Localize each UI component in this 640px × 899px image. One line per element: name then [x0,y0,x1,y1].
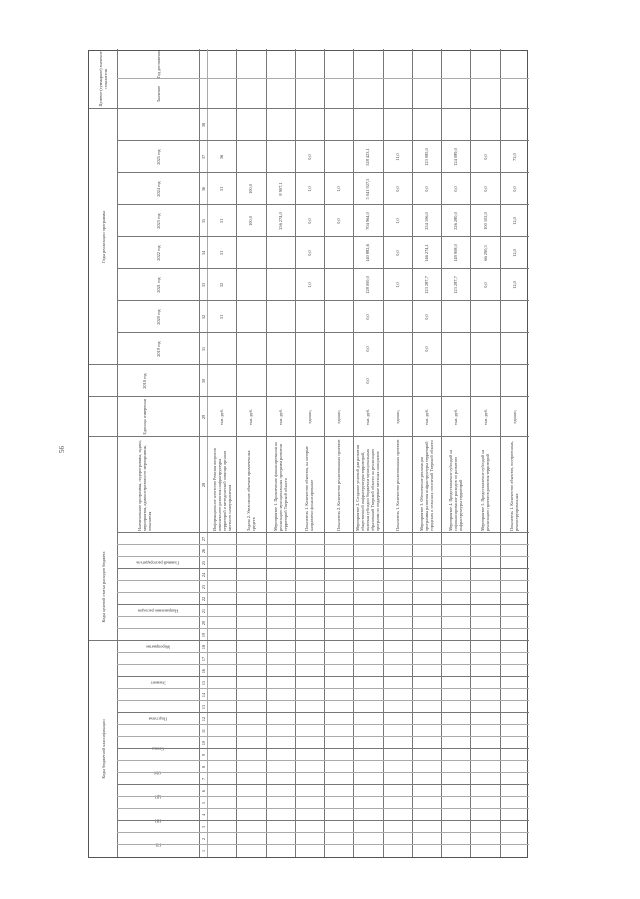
code-cell [365,845,371,857]
table-row-value [236,365,265,397]
table-row-value: 12,0 [511,281,517,289]
table-row-value: 0,0 [482,154,488,160]
table-row-final [412,79,441,109]
column-number: 16 [200,668,206,674]
grid-line [117,140,529,141]
column-number: 24 [200,572,206,578]
table-row-value [295,365,324,397]
column-number: 17 [200,656,206,662]
column-number: 7 [200,777,206,781]
header-code-label: ПП [154,818,162,824]
grid-line [117,796,529,797]
column-number: 26 [200,548,206,554]
header-code-label: Элемент [150,680,166,686]
grid-line [117,78,529,79]
table-row-value [236,301,265,333]
grid-line [117,712,529,713]
table-row-name: Мероприятие 4. Предоставление субсидий на софинансирование расходов по развитию инфраструктуры территорий [448,449,464,531]
table-row-unit: тыс. руб. [277,409,283,425]
column-number: 9 [200,753,206,757]
column-number: 21 [200,608,206,614]
table-row-value [324,365,353,397]
column-number: 33 [200,282,206,288]
column-number: 1 [200,849,206,853]
table-row-value: 0,0 [306,218,312,224]
column-number: 11 [200,728,206,734]
column-number: 10 [200,740,206,746]
column-number: 32 [200,314,206,320]
table-row-value: 0,0 [394,186,400,192]
table-row-final [470,79,499,109]
table-row-value [441,109,470,141]
code-cell [482,845,488,857]
table-row-value: 0,0 [394,250,400,256]
grid-line [117,736,529,737]
code-cell [306,845,312,857]
header-code-label: Подстатья [148,716,168,722]
program-table-sheet [88,50,528,858]
header-year: 2025 год [155,149,161,165]
table-row-value: 0,0 [511,186,517,192]
grid-line [89,108,529,109]
table-row-unit: единиц [394,410,400,424]
table-row-value [236,109,265,141]
table-row-value: 66 290,3 [482,245,488,261]
grid-line [117,784,529,785]
grid-line [117,628,529,629]
grid-line [117,568,529,569]
grid-line [117,772,529,773]
table-row-value: 0,0 [482,186,488,192]
column-number: 35 [200,218,206,224]
table-row-value [470,301,499,333]
table-row-value: 1,0 [394,218,400,224]
column-number: 29 [200,414,206,420]
table-row-final [207,79,236,109]
table-row-value: 140 882,6 [365,244,371,262]
table-row-value: 123 085,0 [424,148,430,166]
table-row-final [500,79,529,109]
code-cell [453,845,459,857]
table-row-value [324,237,353,269]
table-row-name: Мероприятие 3. Обеспечение реализации программы развития инфраструктуры территорий городских и сельских поселений Тверской области [419,440,435,531]
table-row-value: 146 274,1 [424,244,430,262]
table-row-value [266,301,295,333]
table-row-name: Мероприятие 2. Создание условий для развития общественной инфраструктуры территорий, включая субсидии бюджетам муниципальных образований Тверской области на реализацию программ по поддержке местных инициатив [355,445,381,531]
column-number: 13 [200,704,206,710]
table-row-value [266,269,295,301]
grid-line [117,616,529,617]
table-row-value [500,365,529,397]
header-code-label: ЦП [154,794,162,800]
table-row-value: 704 964,0 [365,212,371,230]
table-row-value: 31 [219,218,225,224]
table-row-value: 0,0 [424,314,430,320]
header-code-group: Коды бюджетной классификации [100,719,106,779]
table-row-value: 32 [219,282,225,288]
table-row-value [441,333,470,365]
table-row-value: 12,0 [511,217,517,225]
column-number: 14 [200,692,206,698]
grid-line [117,580,529,581]
header-name: Наименование программы, подпрограммы, задачи, мероприятия, административного мероприятия, показателя [136,440,152,531]
grid-line [89,396,529,397]
table-row-value: 123 287,7 [424,276,430,294]
table-row-value: 36 [219,154,225,160]
table-row-name: Показатель 1. Количество объектов, на которые направлено финансирование [304,446,315,531]
table-row-unit: тыс. руб. [482,409,488,425]
header-code-label: Мероприятие [145,644,171,650]
grid-line [117,172,529,173]
table-row-value [236,333,265,365]
table-row-unit: единиц [511,410,517,424]
code-cell [248,845,254,857]
table-row-value: 8 907,1 [277,182,283,196]
column-number: 30 [200,378,206,384]
code-cell [424,845,430,857]
table-row-name: Показатель 2. Количество реализованных проектов [336,439,342,531]
table-row-value [266,333,295,365]
header-final-value: Значение [155,85,161,103]
column-number: 3 [200,825,206,829]
table-row-value [383,365,412,397]
table-row-value: 12,0 [511,249,517,257]
table-row-unit: единиц [306,410,312,424]
header-code-label: ОМ [154,770,162,776]
column-number: 31 [200,346,206,352]
table-row-value: 0,0 [336,218,342,224]
table-row-value: 11,0 [394,153,400,161]
column-number: 8 [200,765,206,769]
table-row-value: 31 [219,186,225,192]
grid-line [117,688,529,689]
table-row-unit: тыс. руб. [453,409,459,425]
page-number: 56 [58,446,66,453]
table-row-value [295,333,324,365]
grid-line [117,268,529,269]
table-row-value [236,269,265,301]
table-row-name: Показатель 1. Количество объектов, построенных, реконструированных [509,441,520,531]
header-year: 2024 год [155,181,161,197]
grid-line [117,604,529,605]
table-row-value [412,109,441,141]
table-row-value [207,109,236,141]
table-row-name: Информационное агентство Ревизия вопросов комплексного развития инфраструктуры территорий и методической помощи органов местного самоуправления [211,448,232,531]
grid-line [117,544,529,545]
table-row-name: Мероприятие 1. Привлечение финансирования на реализацию муниципальных программ развития территорий Тверской области [272,442,288,531]
table-row-value: 72,0 [511,153,517,161]
table-row-value [470,333,499,365]
table-row-value [500,301,529,333]
code-cell [277,845,283,857]
header-year: 2021 год [155,277,161,293]
grid-line [117,676,529,677]
table-row-unit: тыс. руб. [219,409,225,425]
table-row-value: 0,0 [365,314,371,320]
column-number: 23 [200,584,206,590]
table-row-value [236,237,265,269]
table-row-value: 1,0 [394,282,400,288]
table-row-unit: тыс. руб. [424,409,430,425]
column-number: 28 [200,482,206,488]
header-code-label: Направление расходов [137,608,179,614]
table-row-unit: единиц [336,410,342,424]
column-number: 38 [200,122,206,128]
table-row-value: 31 [219,250,225,256]
table-row-value: 5 041 927,5 [365,178,371,200]
table-row-value [324,269,353,301]
column-number: 5 [200,801,206,805]
grid-line [89,436,529,437]
table-row-name: Мероприятие 5. Предоставление субсидий на реализацию проектов развития территорий [480,449,491,531]
table-row-value [441,301,470,333]
table-row-unit: тыс. руб. [248,409,254,425]
code-cell [219,845,225,857]
table-row-value [500,109,529,141]
table-row-final [295,79,324,109]
grid-line [117,760,529,761]
grid-line [117,724,529,725]
table-row-value: 31 [219,314,225,320]
program-table [88,50,528,858]
header-base-year: 2018 год [141,373,147,389]
header-year: 2020 год [155,309,161,325]
column-number: 37 [200,154,206,160]
table-row-value [207,365,236,397]
table-row-final [266,79,295,109]
table-row-value: 1,0 [306,186,312,192]
header-final-group: Целевое (суммарное) значение показателя [98,51,108,107]
table-row-name: Показатель 1. Количество реализованных проектов [394,439,400,531]
table-row-value: 528 423,1 [365,148,371,166]
table-row-value: 0,0 [306,250,312,256]
code-cell [336,845,342,857]
table-row-value: 256 274,0 [277,212,283,230]
table-row-value: 124 089,0 [453,148,459,166]
code-cell [394,845,400,857]
table-row-value [470,109,499,141]
table-row-final [383,79,412,109]
table-row-value [324,301,353,333]
table-row-final [353,79,382,109]
table-row-value [383,109,412,141]
table-row-value: 100,0 [248,216,254,226]
header-year: 2023 год [155,213,161,229]
table-row-value [324,109,353,141]
table-row-value [441,365,470,397]
header-final-year: Год достижения [155,49,161,79]
column-number: 18 [200,644,206,650]
table-row-value [353,109,382,141]
table-row-value: 100,0 [248,184,254,194]
table-row-final [441,79,470,109]
table-row-value [383,301,412,333]
table-row-value: 1,0 [306,282,312,288]
header-code-label: Статья [151,746,165,752]
table-row-value [266,109,295,141]
table-row-value: 1,0 [336,186,342,192]
table-row-name: Задача 2. Увеличение объемов привлеченных средств [245,450,256,531]
code-cell [511,845,517,857]
column-number: 19 [200,632,206,638]
header-year: 2019 год [155,341,161,357]
column-number: 36 [200,186,206,192]
column-number: 4 [200,813,206,817]
header-years-group: Годы реализации программы [100,211,106,263]
table-row-value: 0,0 [306,154,312,160]
grid-line [117,236,529,237]
grid-line [117,300,529,301]
table-row-value: 0,0 [424,186,430,192]
table-row-value: 254 106,0 [424,212,430,230]
table-row-value [295,301,324,333]
table-row-final [236,79,265,109]
grid-line [117,556,529,557]
grid-line [117,652,529,653]
grid-line [89,364,529,365]
column-number: 12 [200,716,206,722]
header-unit: Единица измерения [141,399,147,435]
table-row-value: 0,0 [424,346,430,352]
table-row-value: 123 287,7 [453,276,459,294]
table-row-value: 0,0 [365,378,371,384]
table-row-value [295,109,324,141]
grid-line [117,700,529,701]
grid-line [117,748,529,749]
table-row-value [236,141,265,173]
header-target-group: Коды целевой статьи расходов бюджета [100,551,106,623]
table-row-value [500,333,529,365]
column-number: 22 [200,596,206,602]
column-number: 6 [200,789,206,793]
table-row-value: 149 908,0 [453,244,459,262]
grid-line [117,664,529,665]
table-row-final [324,79,353,109]
column-number: 27 [200,536,206,542]
grid-line [117,844,529,845]
header-code-label: ГП [155,842,161,848]
table-row-value: 0,0 [482,282,488,288]
grid-line [117,820,529,821]
table-row-value [266,365,295,397]
table-row-value: 128 000,0 [365,276,371,294]
grid-line [117,640,529,641]
grid-line [117,532,529,533]
column-number: 25 [200,560,206,566]
column-number: 2 [200,837,206,841]
grid-line [117,808,529,809]
table-row-value [383,333,412,365]
grid-line [117,592,529,593]
table-row-value [266,141,295,173]
column-number: 34 [200,250,206,256]
table-row-value: 0,0 [365,346,371,352]
table-row-value [207,333,236,365]
grid-line [117,332,529,333]
table-row-value: 100 102,0 [482,212,488,230]
grid-line [89,640,117,641]
table-row-value [324,141,353,173]
table-row-unit: тыс. руб. [365,409,371,425]
table-row-value [266,237,295,269]
column-number: 20 [200,620,206,626]
grid-line [117,832,529,833]
header-code-label: Главный распорядитель [136,560,180,566]
table-row-value: 226 280,0 [453,212,459,230]
table-row-value [412,365,441,397]
table-row-value [470,365,499,397]
grid-line [117,204,529,205]
column-number: 15 [200,680,206,686]
table-row-value [324,333,353,365]
header-year: 2022 год [155,245,161,261]
table-row-value: 0,0 [453,186,459,192]
